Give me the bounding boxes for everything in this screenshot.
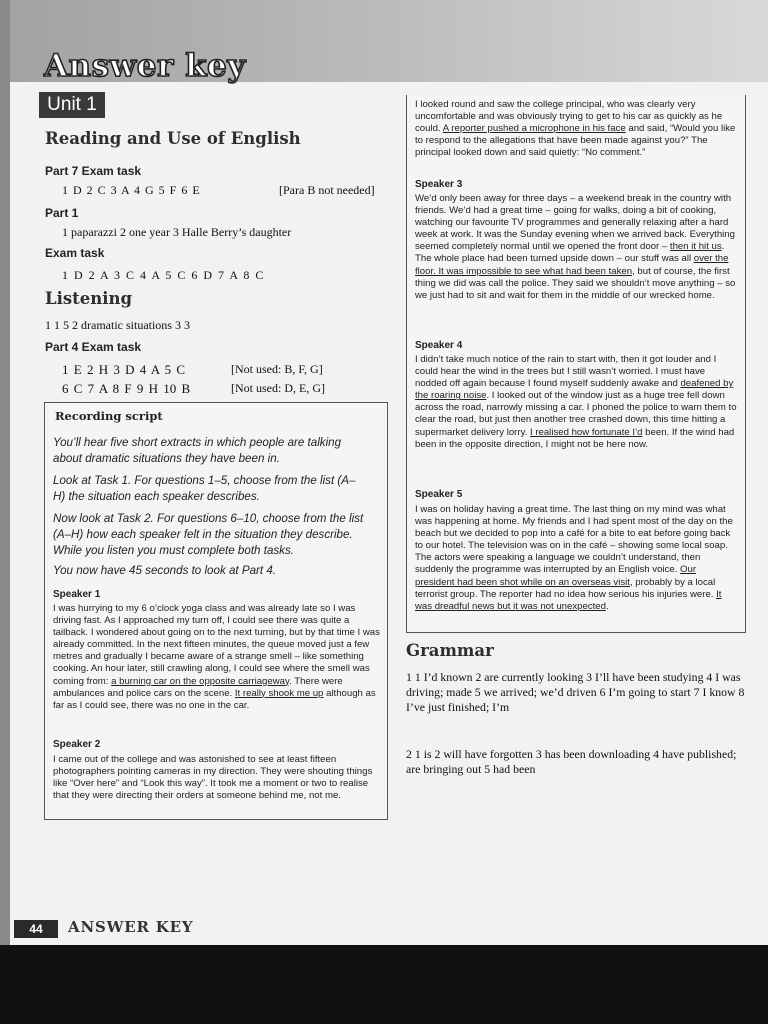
part7-answers: 1 D 2 C 3 A 4 G 5 F 6 E — [62, 183, 200, 197]
part4-label: Part 4 Exam task — [45, 340, 142, 354]
bottom-bar — [0, 945, 768, 1024]
recording-script-box-continued — [406, 95, 746, 633]
page-title: Answer key — [44, 48, 246, 84]
unit-badge: Unit 1 — [39, 92, 105, 118]
grammar-item-2: 2 1 is 2 will have forgotten 3 has been downloading 4 have published; are bringing out 5 had been — [406, 747, 737, 776]
part4-row2-note: [Not used: D, E, G] — [231, 381, 325, 395]
speaker-2-label: Speaker 2 — [53, 739, 101, 750]
exam-task-answers: 1 D 2 A 3 C 4 A 5 C 6 D 7 A 8 C — [62, 268, 264, 282]
speaker-2-text-part1: I came out of the college and was astonished to see at least fifteen photographers pointing cameras in my direction. They were shouting things like “Over here” and “Look this way”. It took me a moment or two to realise that they were directing their orders at someone behind me, not me. — [53, 754, 373, 802]
speaker-1-label: Speaker 1 — [53, 589, 101, 600]
speaker-5-text: I was on holiday having a great time. The last thing on my mind was what was happening at home. My friends and I had spent most of the day on the beach but we decided to pop into a café for a bite to eat before going back to our hotel. The television was on in the café – showing some local soap. The actors were speaking a language we couldn’t understand, then suddenly the programme was interrupted by an English voice. Our president had been shot while on an overseas visit, probably by a local terrorist group. The reporter had no idea how serious his injuries were. It was dreadful news but it was not unexpected. — [415, 504, 733, 612]
speaker-1-text: I was hurrying to my 6 o’clock yoga class and was already late so I was driving fast. As I approached my turn off, I could see there was quite a tailback. I wondered about going on to the next turning, but by that time I was already committed. In the next fifteen minutes, the queue moved just a few metres and gradually I became aware of a strange smell – like something cooking. An hour later, still crawling along, I could see where the smell was coming from: a burning car on the opposite carriageway. There were ambulances and police cars on the scene. It really shook me up although as far as I could see, there was no one in the car. — [53, 603, 380, 711]
speaker-3-text: We’d only been away for three days – a weekend break in the country with friends. We’d had a great time – going for walks, doing a bit of cooking, watching our favourite TV programmes and generally relaxing after a hard week at work. It was the Sunday evening when we arrived back. Everything seemed completely normal until we opened the front door – then it hit us. The whole place had been turned upside down – our stuff was all over the floor. It was impossible to see what had been taken, but of course, the first thing we did was call the police. They said we shouldn’t move anything – so we just had to sit and wait for them in the middle of our wrecked home. — [415, 193, 736, 301]
script-instruction-3: Now look at Task 2. For questions 6–10, choose from the list (A–H) how each speaker felt in the situation they describe. While you listen you must complete both tasks. — [53, 512, 364, 557]
speaker-2-text-part2: I looked round and saw the college principal, who was clearly very uncomfortable and was obviously trying to get to his car as quickly as he could. A reporter pushed a microphone in his face and said, “Would you like to respond to the allegations that have been made against you?” The principal looked down and said quietly: “No comment.” — [415, 99, 736, 159]
listening-heading: Listening — [45, 289, 133, 308]
part4-row1-note: [Not used: B, F, G] — [231, 362, 323, 376]
speaker-4-text: I didn’t take much notice of the rain to start with, then it got louder and I could hear the wind in the trees but I still wasn’t worried. I must have nodded off again because I found myself suddenly awake and deafened by the roaring noise. I looked out of the window just as a huge tree fell down across the road, narrowly missing a car. I phoned the police to warn them to clear the road, but just then another tree crashed down, this time hitting a supermarket delivery lorry. I realised how fortunate I’d been. If the wind had been in the opposite direction, I might not be here now. — [415, 354, 737, 450]
script-instruction-2: Look at Task 1. For questions 1–5, choose from the list (A–H) the situation each speaker describes. — [53, 474, 356, 503]
part4-row1-answers: 1 E 2 H 3 D 4 A 5 C — [62, 362, 186, 377]
reading-heading: Reading and Use of English — [45, 129, 301, 148]
speaker-3-label: Speaker 3 — [415, 179, 463, 190]
grammar-item-1: 1 1 I’d known 2 are currently looking 3 I’ll have been studying 4 I was driving; made 5 we arrived; we’d driven 6 I’m going to start 7 I know 8 I’ve just finished; I’m — [406, 670, 745, 714]
grammar-heading: Grammar — [406, 641, 494, 660]
left-margin-band — [0, 0, 10, 945]
recording-script-title: Recording script — [55, 409, 163, 423]
part1-answers: 1 paparazzi 2 one year 3 Halle Berry’s daughter — [62, 225, 292, 239]
page-number: 44 — [14, 920, 58, 938]
part4-row2-answers: 6 C 7 A 8 F 9 H 10 B — [62, 381, 191, 396]
speaker-4-label: Speaker 4 — [415, 340, 463, 351]
exam-task-label: Exam task — [45, 246, 105, 260]
script-instruction-1: You’ll hear five short extracts in which people are talking about dramatic situations they have been in. — [53, 436, 342, 465]
part7-note: [Para B not needed] — [279, 183, 375, 197]
recording-script-box — [44, 402, 388, 820]
listening-line1: 1 1 5 2 dramatic situations 3 3 — [45, 318, 190, 332]
part7-label: Part 7 Exam task — [45, 164, 142, 178]
footer-label: ANSWER KEY — [68, 918, 194, 936]
part1-label: Part 1 — [45, 206, 79, 220]
speaker-5-label: Speaker 5 — [415, 489, 463, 500]
script-instruction-4: You now have 45 seconds to look at Part 4. — [53, 564, 277, 577]
